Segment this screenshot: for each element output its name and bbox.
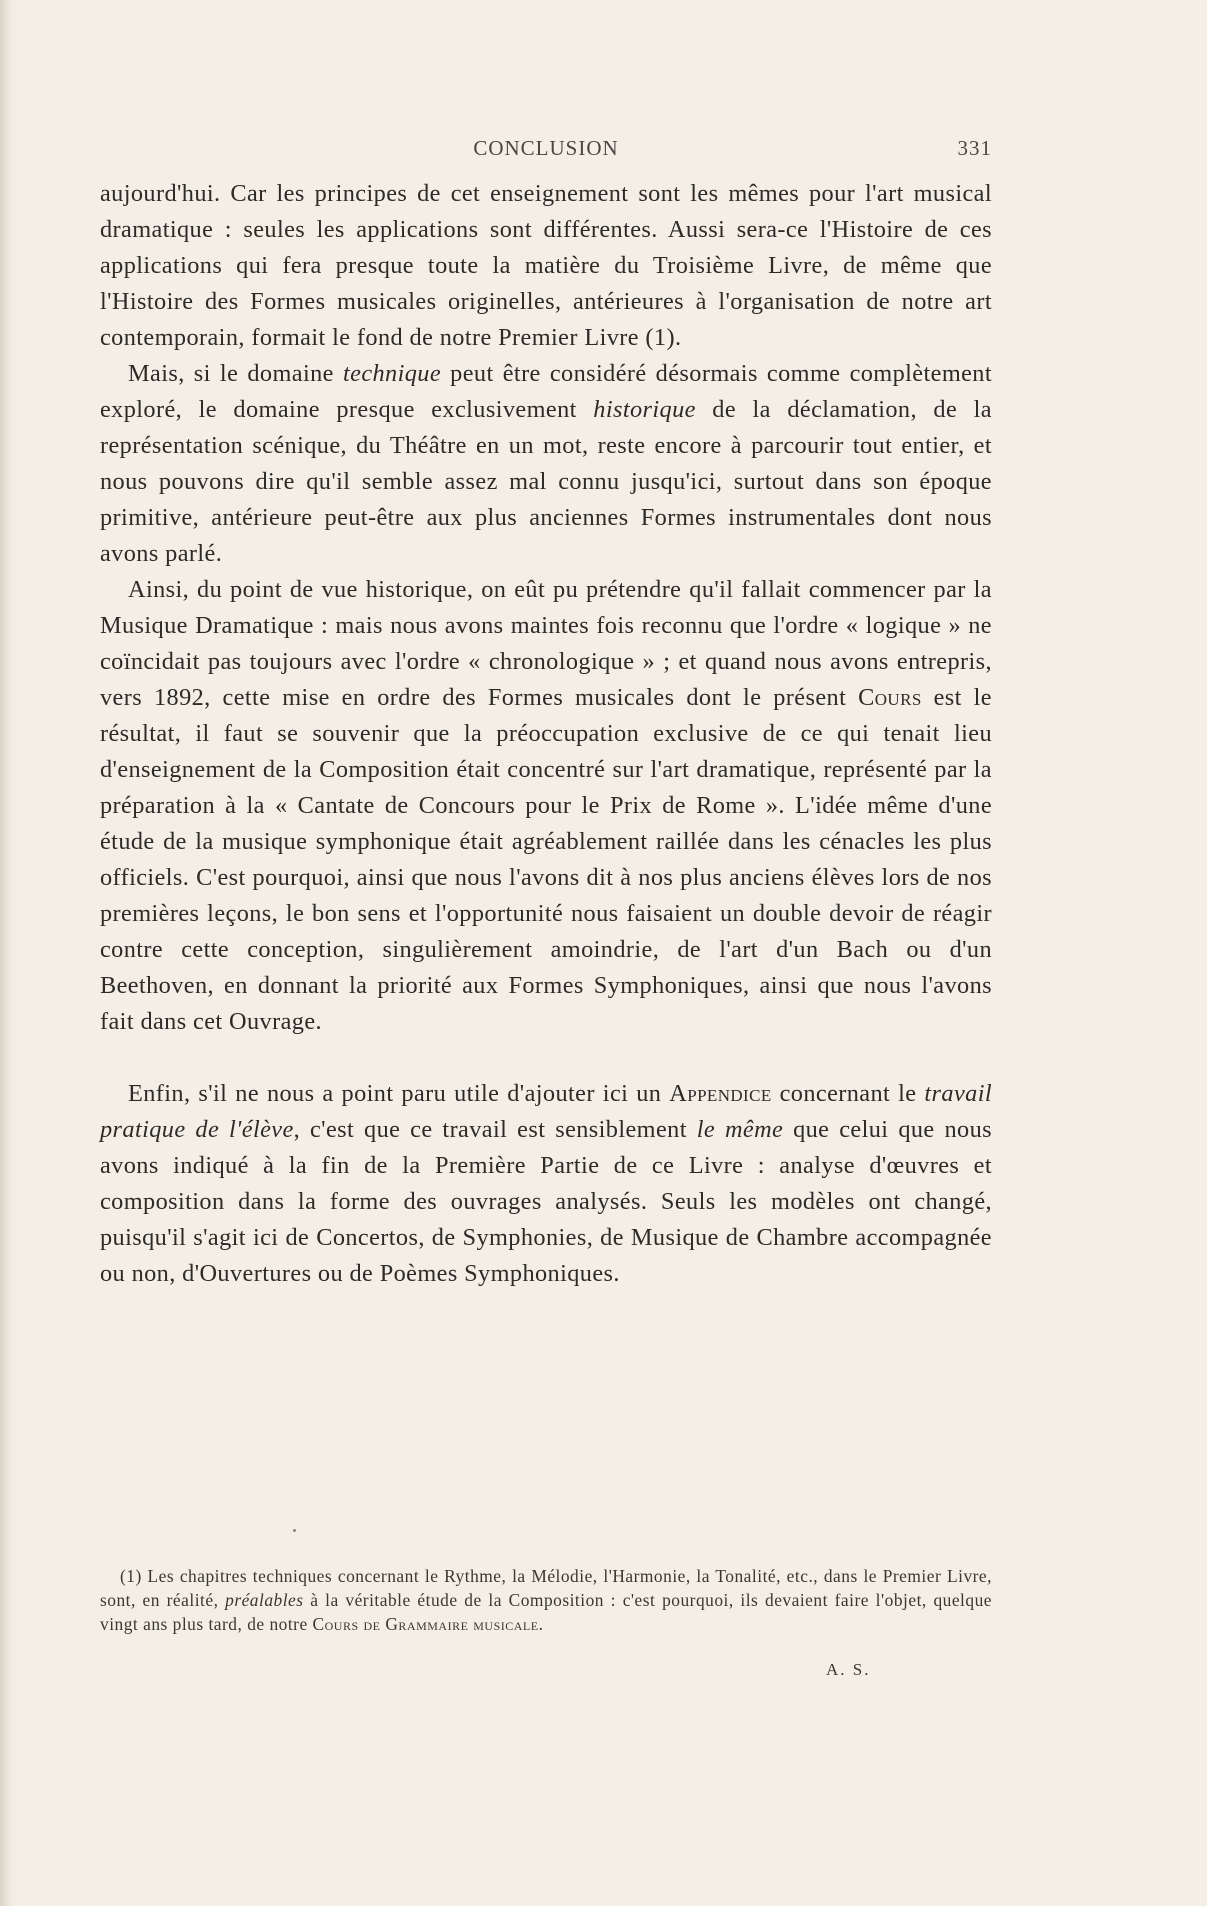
running-header	[100, 136, 992, 166]
small-caps-appendice: Appendice	[669, 1080, 772, 1107]
footnote-text: (1) Les chapitres techniques concernant le Rythme, la Mélodie, l'Harmonie, la Tonalité, etc., dans le Premier Livre, sont, en réalité, préalables à la véritable étude de la Composition : c'est pourquoi, ils devaient faire l'objet, quelque vingt ans plus tard, de notre Cours de Grammaire musicale.	[100, 1566, 992, 1634]
footnote-emphasis: préalables	[225, 1590, 304, 1610]
paragraph-1: aujourd'hui. Car les principes de cet enseignement sont les mêmes pour l'art musical dramatique : seules les applications sont différentes. Aussi sera-ce l'Histoire de ces applications qui fera presque toute la matière du Troisième Livre, de même que l'Histoire des Formes musicales originelles, antérieures à l'organisation de notre art contemporain, formait le fond de notre Premier Livre (1).	[100, 180, 992, 351]
author-initials: A. S.	[826, 1660, 871, 1679]
page-spine-shadow	[0, 0, 14, 1906]
paragraph-4: Enfin, s'il ne nous a point paru utile d'ajouter ici un Appendice concernant le travail pratique de l'élève, c'est que ce travail est sensiblement le même que celui que nous avons indiqué à la fin de la Première Partie de ce Livre : analyse d'œuvres et composition dans la forme des ouvrages analysés. Seuls les modèles ont changé, puisqu'il s'agit ici de Concertos, de Symphonies, de Musique de Chambre accompagnée ou non, d'Ouvertures ou de Poèmes Symphoniques.	[100, 1080, 992, 1287]
emphasis-historique: historique	[593, 396, 696, 423]
chapter-title: CONCLUSION	[473, 136, 619, 160]
small-caps-cours: Cours	[858, 684, 922, 711]
body-text	[100, 176, 992, 1292]
separator-dot	[293, 1529, 296, 1532]
footnote-small-caps: Cours de Grammaire musicale	[312, 1614, 539, 1634]
emphasis-travail: travail pratique de l'élève	[100, 1080, 992, 1143]
page-number: 331	[957, 136, 992, 160]
emphasis-le-meme: le même	[696, 1116, 784, 1143]
footnote	[100, 1564, 992, 1636]
paragraph-2: Mais, si le domaine technique peut être considéré désormais comme complètement exploré, le domaine presque exclusivement historique de la déclamation, de la représentation scénique, du Théâtre en un mot, reste encore à parcourir tout entier, et nous pouvons dire qu'il semble assez mal connu jusqu'ici, surtout dans son époque primitive, antérieure peut-être aux plus anciennes Formes instrumentales dont nous avons parlé.	[100, 360, 992, 567]
paragraph-3: Ainsi, du point de vue historique, on eût pu prétendre qu'il fallait commencer par la Musique Dramatique : mais nous avons maintes fois reconnu que l'ordre « logique » ne coïncidait pas toujours avec l'ordre « chronologique » ; et quand nous avons entrepris, vers 1892, cette mise en ordre des Formes musicales dont le présent Cours est le résultat, il faut se souvenir que la préoccupation exclusive de ce qui tenait lieu d'enseignement de la Composition était concentré sur l'art dramatique, représenté par la préparation à la « Cantate de Concours pour le Prix de Rome ». L'idée même d'une étude de la musique symphonique était agréablement raillée dans les cénacles les plus officiels. C'est pourquoi, ainsi que nous l'avons dit à nos plus anciens élèves lors de nos premières leçons, le bon sens et l'opportunité nous faisaient un double devoir de réagir contre cette conception, singulièrement amoindrie, de l'art d'un Bach ou d'un Beethoven, en donnant la priorité aux Formes Symphoniques, ainsi que nous l'avons fait dans cet Ouvrage.	[100, 576, 992, 1035]
emphasis-technique: technique	[342, 360, 442, 387]
